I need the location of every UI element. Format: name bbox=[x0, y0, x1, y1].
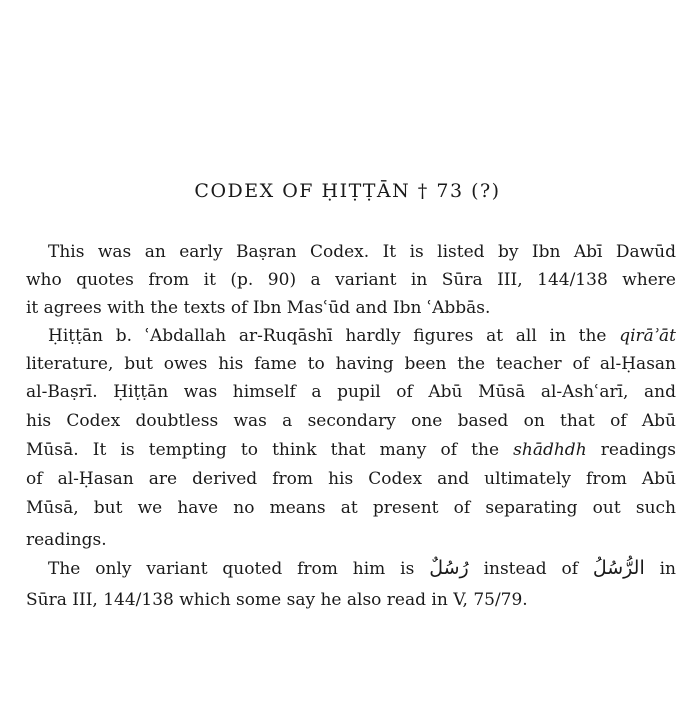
text-span: The only variant quoted from him is bbox=[48, 559, 415, 579]
arabic-word: الرُّسُلُ bbox=[592, 557, 645, 579]
text-span: Mūsā. It is tempting to think that many of the bbox=[26, 440, 500, 460]
text-line: his Codex doubtless was a secondary one based on that of Abū bbox=[26, 411, 676, 431]
text-line bbox=[26, 438, 676, 462]
italic-term: shādhdh bbox=[513, 440, 587, 460]
text-span: Ḥiṭṭān b. ʿAbdallah ar-Ruqāshī hardly figures at all in the bbox=[48, 326, 607, 346]
chapter-heading: CODEX OF ḤIṬṬĀN † 73 (?) bbox=[194, 180, 501, 202]
text-line: literature, but owes his fame to having been the teacher of al-Ḥasan bbox=[26, 354, 676, 374]
text-span: readings bbox=[600, 440, 676, 460]
arabic-word: رُسُلٌ bbox=[429, 557, 469, 579]
text-span: in bbox=[659, 559, 676, 579]
text-line: readings. bbox=[26, 530, 107, 550]
text-line: Mūsā, but we have no means at present of separating out such bbox=[26, 498, 676, 518]
text-line bbox=[48, 324, 676, 348]
text-span: instead of bbox=[483, 559, 578, 579]
text-line: al-Baṣrī. Ḥiṭṭān was himself a pupil of Abū Mūsā al-Ashʿarī, and bbox=[26, 382, 676, 402]
text-line: of al-Ḥasan are derived from his Codex and ultimately from Abū bbox=[26, 469, 676, 489]
text-line: Sūra III, 144/138 which some say he also read in V, 75/79. bbox=[26, 590, 528, 610]
text-line: This was an early Baṣran Codex. It is listed by Ibn Abī Dawūd bbox=[48, 242, 676, 262]
text-line: who quotes from it (p. 90) a variant in Sūra III, 144/138 where bbox=[26, 270, 676, 290]
text-line: it agrees with the texts of Ibn Masʿūd and Ibn ʿAbbās. bbox=[26, 298, 491, 318]
text-line bbox=[48, 556, 676, 581]
italic-term: qirāʾāt bbox=[619, 326, 676, 346]
